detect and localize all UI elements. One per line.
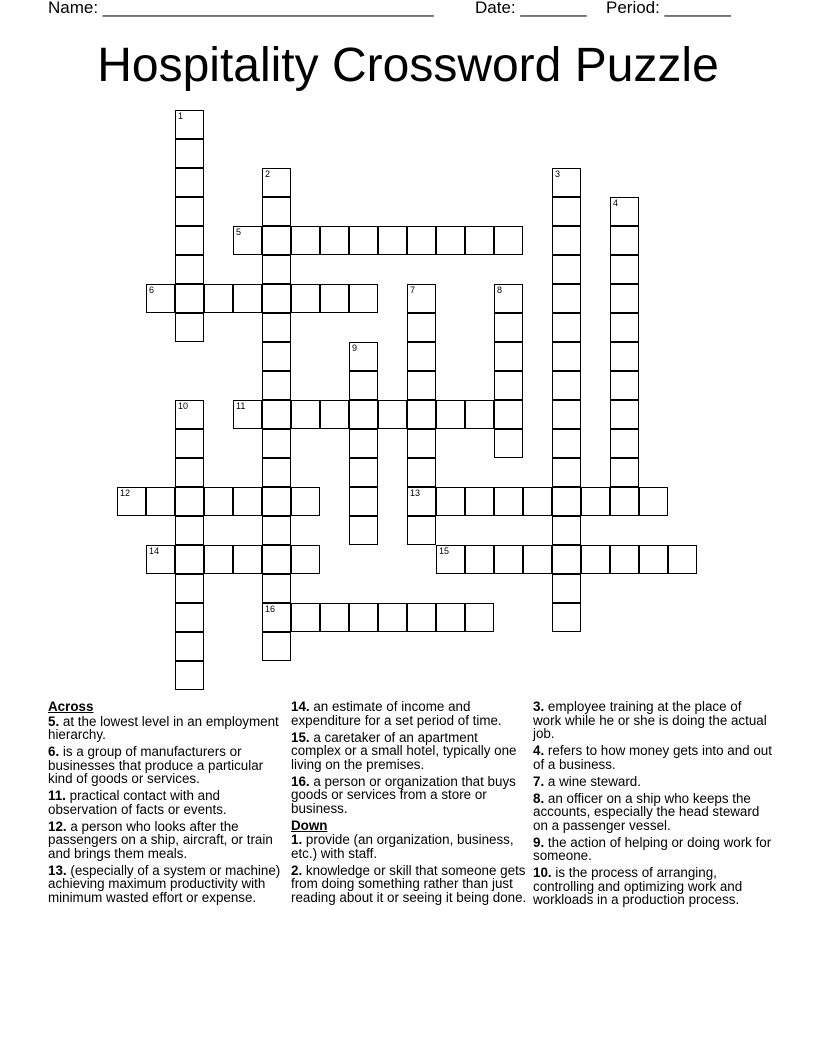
clue-number-11: 11 [236, 401, 246, 411]
grid-cell[interactable] [494, 313, 523, 342]
grid-cell[interactable] [291, 284, 320, 313]
grid-cell[interactable] [668, 545, 697, 574]
date-field-label[interactable]: Date: _______ [475, 0, 587, 17]
page-title: Hospitality Crossword Puzzle [97, 39, 719, 92]
grid-cell[interactable] [146, 487, 175, 516]
clue-down-8: 8. an officer on a ship who keeps the accounts, especially the head steward on a passenger vessel. [533, 790, 760, 833]
grid-cell[interactable] [552, 197, 581, 226]
clue-across-15: 15. a caretaker of an apartment complex or a small hotel, typically one living on the premises. [291, 729, 517, 772]
grid-cell[interactable] [233, 487, 262, 516]
grid-cell[interactable] [465, 400, 494, 429]
grid-cell[interactable] [552, 400, 581, 429]
grid-cell[interactable] [436, 226, 465, 255]
grid-cell[interactable] [465, 226, 494, 255]
grid-cell[interactable] [349, 226, 378, 255]
grid-cell[interactable] [175, 226, 204, 255]
grid-cell[interactable] [175, 255, 204, 284]
clue-number-1: 1 [178, 111, 184, 121]
grid-cell[interactable] [436, 603, 465, 632]
period-field-label[interactable]: Period: _______ [606, 0, 731, 17]
grid-cell[interactable] [552, 313, 581, 342]
clue-number-13: 13 [410, 488, 421, 498]
grid-cell[interactable] [552, 429, 581, 458]
grid-cell[interactable] [494, 371, 523, 400]
grid-cell[interactable] [494, 545, 523, 574]
grid-cell[interactable] [610, 226, 639, 255]
clue-number-8: 8 [497, 285, 503, 295]
grid-cell[interactable] [349, 429, 378, 458]
grid-cell[interactable] [175, 516, 204, 545]
clue-down-1: 1. provide (an organization, business, etc.) with staff. [291, 832, 514, 861]
clue-number-2: 2 [265, 169, 271, 179]
clue-number-9: 9 [352, 343, 358, 353]
grid-cell[interactable] [610, 487, 639, 516]
clue-down-9: 9. the action of helping or doing work for someone. [533, 834, 772, 863]
grid-cell[interactable] [610, 255, 639, 284]
grid-cell[interactable] [407, 342, 436, 371]
grid-cell[interactable] [204, 487, 233, 516]
grid-cell[interactable] [349, 284, 378, 313]
grid-cell[interactable] [175, 661, 204, 690]
grid-cell[interactable] [262, 342, 291, 371]
clue-number-15: 15 [439, 546, 450, 556]
clue-down-2: 2. knowledge or skill that someone gets from doing something rather than just reading about it or seeing it being done. [291, 862, 527, 905]
grid-cell[interactable] [262, 313, 291, 342]
grid-cell[interactable] [262, 197, 291, 226]
grid-cell[interactable] [204, 545, 233, 574]
clue-number-5: 5 [236, 227, 242, 237]
grid-cell[interactable] [552, 574, 581, 603]
grid-cell[interactable] [349, 516, 378, 545]
grid-cell[interactable] [291, 545, 320, 574]
grid-cell[interactable] [175, 429, 204, 458]
clue-across-13: 13. (especially of a system or machine) achieving maximum productivity with minimum wasted effort or expense. [48, 862, 281, 905]
grid-cell[interactable] [494, 226, 523, 255]
grid-cell[interactable] [639, 487, 668, 516]
grid-cell[interactable] [349, 400, 378, 429]
grid-cell[interactable] [552, 603, 581, 632]
clue-number-14: 14 [149, 546, 160, 556]
grid-cell[interactable] [407, 516, 436, 545]
grid-cell[interactable] [552, 226, 581, 255]
grid-cell[interactable] [175, 574, 204, 603]
grid-cell[interactable] [436, 400, 465, 429]
grid-cell[interactable] [320, 603, 349, 632]
grid-cell[interactable] [175, 487, 204, 516]
clue-across-5: 5. at the lowest level in an employment hierarchy. [48, 713, 279, 742]
grid-cell[interactable] [320, 226, 349, 255]
grid-cell[interactable] [610, 429, 639, 458]
grid-cell[interactable] [262, 574, 291, 603]
grid-cell[interactable] [262, 371, 291, 400]
grid-cell[interactable] [262, 545, 291, 574]
grid-cell[interactable] [581, 487, 610, 516]
grid-cell[interactable] [262, 226, 291, 255]
grid-cell[interactable] [349, 487, 378, 516]
grid-cell[interactable] [465, 487, 494, 516]
grid-cell[interactable] [552, 516, 581, 545]
grid-cell[interactable] [262, 516, 291, 545]
grid-cell[interactable] [320, 400, 349, 429]
grid-cell[interactable] [233, 284, 262, 313]
grid-cell[interactable] [523, 487, 552, 516]
grid-cell[interactable] [552, 458, 581, 487]
grid-cell[interactable] [175, 603, 204, 632]
grid-cell[interactable] [552, 255, 581, 284]
grid-cell[interactable] [262, 429, 291, 458]
clue-down-4: 4. refers to how money gets into and out of a business. [533, 743, 772, 772]
across-heading: Across [48, 699, 94, 714]
grid-cell[interactable] [349, 458, 378, 487]
grid-cell[interactable] [407, 226, 436, 255]
grid-cell[interactable] [262, 487, 291, 516]
clue-number-7: 7 [410, 285, 416, 295]
grid-cell[interactable] [436, 487, 465, 516]
grid-cell[interactable] [175, 168, 204, 197]
clue-number-10: 10 [178, 401, 189, 411]
grid-cell[interactable] [291, 400, 320, 429]
grid-cell[interactable] [552, 545, 581, 574]
grid-cell[interactable] [552, 371, 581, 400]
grid-cell[interactable] [204, 284, 233, 313]
grid-cell[interactable] [320, 284, 349, 313]
grid-cell[interactable] [552, 487, 581, 516]
clues-column-1 [48, 700, 284, 908]
clue-across-12: 12. a person who looks after the passengers on a ship, aircraft, or train and brings them meals. [48, 818, 273, 861]
clue-across-16: 16. a person or organization that buys goods or services from a store or business. [291, 773, 516, 816]
grid-cell[interactable] [262, 255, 291, 284]
grid-cell[interactable] [262, 632, 291, 661]
grid-cell[interactable] [610, 284, 639, 313]
grid-cell[interactable] [610, 313, 639, 342]
clues-column-2 [291, 700, 527, 908]
grid-cell[interactable] [407, 429, 436, 458]
clue-number-3: 3 [555, 169, 561, 179]
grid-cell[interactable] [378, 400, 407, 429]
grid-cell[interactable] [610, 545, 639, 574]
grid-cell[interactable] [610, 400, 639, 429]
clue-number-4: 4 [613, 198, 619, 208]
grid-cell[interactable] [552, 284, 581, 313]
grid-cell[interactable] [378, 226, 407, 255]
grid-cell[interactable] [581, 545, 610, 574]
grid-cell[interactable] [494, 429, 523, 458]
grid-cell[interactable] [175, 632, 204, 661]
grid-cell[interactable] [349, 371, 378, 400]
name-field-label[interactable]: Name: ___________________________________ [48, 0, 434, 17]
grid-cell[interactable] [262, 284, 291, 313]
grid-cell[interactable] [407, 400, 436, 429]
grid-cell[interactable] [349, 603, 378, 632]
grid-cell[interactable] [378, 603, 407, 632]
clue-across-14: 14. an estimate of income and expenditure for a set period of time. [291, 699, 502, 728]
grid-cell[interactable] [465, 603, 494, 632]
grid-cell[interactable] [610, 342, 639, 371]
grid-cell[interactable] [175, 197, 204, 226]
clue-number-6: 6 [149, 285, 155, 295]
clue-across-11: 11. practical contact with and observation of facts or events. [48, 788, 227, 817]
clue-down-10: 10. is the process of arranging, controlling and optimizing work and workloads in a production process. [533, 865, 743, 907]
grid-cell[interactable] [552, 342, 581, 371]
grid-cell[interactable] [291, 603, 320, 632]
clue-number-12: 12 [120, 488, 131, 498]
grid-cell[interactable] [407, 603, 436, 632]
grid-cell[interactable] [291, 487, 320, 516]
grid-cell[interactable] [610, 371, 639, 400]
grid-cell[interactable] [465, 545, 494, 574]
grid-cell[interactable] [494, 487, 523, 516]
clue-down-3: 3. employee training at the place of work while he or she is doing the actual job. [533, 699, 767, 741]
grid-cell[interactable] [407, 313, 436, 342]
grid-cell[interactable] [175, 284, 204, 313]
grid-cell[interactable] [610, 458, 639, 487]
grid-cell[interactable] [291, 226, 320, 255]
down-heading: Down [291, 817, 328, 833]
grid-cell[interactable] [262, 400, 291, 429]
grid-cell[interactable] [233, 545, 262, 574]
grid-cell[interactable] [494, 400, 523, 429]
grid-cell[interactable] [262, 458, 291, 487]
grid-cell[interactable] [523, 545, 552, 574]
grid-cell[interactable] [494, 342, 523, 371]
grid-cell[interactable] [175, 458, 204, 487]
grid-cell[interactable] [175, 139, 204, 168]
grid-cell[interactable] [407, 371, 436, 400]
clue-number-16: 16 [265, 604, 276, 614]
clue-across-6: 6. is a group of manufacturers or businesses that produce a particular kind of goods or services. [48, 744, 264, 786]
clue-down-7: 7. a wine steward. [533, 773, 641, 789]
grid-cell[interactable] [175, 313, 204, 342]
grid-cell[interactable] [407, 458, 436, 487]
grid-cell[interactable] [639, 545, 668, 574]
clues-column-3 [533, 700, 773, 910]
grid-cell[interactable] [175, 545, 204, 574]
